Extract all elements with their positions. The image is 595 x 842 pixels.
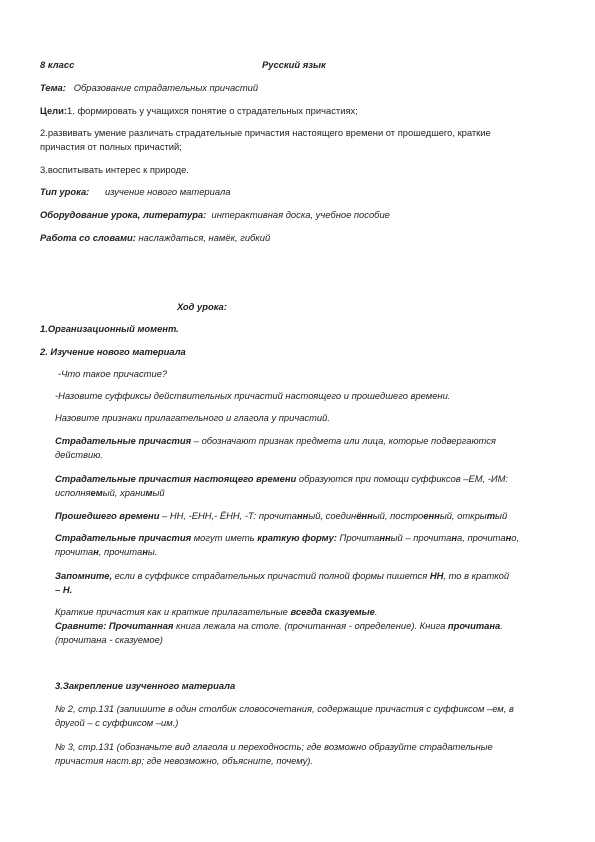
example-suffix: н xyxy=(93,546,99,557)
example-suffix: нн xyxy=(296,510,309,521)
definition-line1 xyxy=(55,435,496,448)
goals-label: Цели: xyxy=(40,105,68,116)
short-form-term: Страдательные причастия xyxy=(55,532,192,543)
goal-2-line1: 2.развивать умение различать страдательные причастия настоящего времени от прошедшего, краткие xyxy=(40,127,491,138)
example-suffix: ённ xyxy=(356,510,373,521)
short-form-line1 xyxy=(55,532,519,545)
compare-word: прочитана xyxy=(447,620,501,631)
stage-3-title: 3.Закрепление изученного материала xyxy=(55,680,236,691)
remember-text: если в суффиксе страдательных причастий полной формы пишется xyxy=(112,570,430,581)
lesson-type-label: Тип урока: xyxy=(40,186,90,197)
present-tense-text: образуются при помощи суффиксов –ЕМ, -ИМ: xyxy=(296,473,508,484)
example-part: ый, храни xyxy=(102,487,146,498)
question-2: -Назовите суффиксы действительных причастий настоящего и прошедшего времени. xyxy=(55,390,451,401)
equipment-value: интерактивная доска, учебное пособие xyxy=(211,209,390,220)
example-part: ый – прочита xyxy=(390,532,452,543)
short-form-line2 xyxy=(55,546,157,559)
example-part: ый, соедин xyxy=(308,510,357,521)
topic-label: Тема: xyxy=(40,82,66,93)
predicate-emphasis: всегда сказуемые xyxy=(290,606,375,617)
exercise-1-line2: другой – с суффиксом –им.) xyxy=(55,717,179,728)
equipment-label: Оборудование урока, литература: xyxy=(40,209,207,220)
exercise-1-line1: № 2, стр.131 (запишите в один столбик словосочетания, содержащие причастия с суффиксом –ем, в xyxy=(55,703,514,714)
example-part: ый xyxy=(152,487,165,498)
lesson-type-value: изучение нового материала xyxy=(104,186,231,197)
exercise-2-line1: № 3, стр.131 (обозначьте вид глагола и переходность; где возможно образуйте страдательные xyxy=(55,741,493,752)
example-part: Прочита xyxy=(336,532,380,543)
lesson-flow-title: Ход урока: xyxy=(177,301,227,312)
example-suffix: енн xyxy=(423,510,440,521)
remember-suffix: НН xyxy=(429,570,444,581)
example-suffix: ем xyxy=(90,487,103,498)
example-part: ый, откры xyxy=(439,510,487,521)
compare-line xyxy=(55,620,503,633)
vocabulary-line xyxy=(40,232,270,245)
grade-label: 8 класс xyxy=(40,59,75,70)
equipment-line xyxy=(40,209,390,222)
predicate-text: Краткие причастия как и краткие прилагательные xyxy=(55,606,291,617)
definition-line2: действию. xyxy=(55,449,103,460)
present-tense-term: Страдательные причастия настоящего времени xyxy=(55,473,297,484)
predicate-line xyxy=(55,606,377,619)
past-tense-term: Прошедшего времени xyxy=(55,510,160,521)
example-part: а, прочита xyxy=(457,532,506,543)
goal-1: 1. формировать у учащихся понятие о страдательных причастиях; xyxy=(67,105,358,116)
short-form-text: могут иметь xyxy=(191,532,258,543)
example-suffix: н xyxy=(505,532,512,543)
compare-text: . xyxy=(500,620,503,631)
example-suffix: м xyxy=(145,487,153,498)
example-part: ы. xyxy=(147,546,158,557)
example-suffix: н xyxy=(451,532,458,543)
goals-line xyxy=(40,105,358,118)
example-part: ый xyxy=(495,510,508,521)
example-part: , прочита xyxy=(98,546,143,557)
question-3: Назовите признаки прилагательного и глагола у причастий. xyxy=(55,412,330,423)
example-part: ый, постро xyxy=(372,510,424,521)
compare-label: Сравните: xyxy=(55,620,107,631)
remember-line1 xyxy=(55,570,509,583)
goal-3: 3.воспитывать интерес к природе. xyxy=(40,164,189,175)
example-part: прочита xyxy=(55,546,94,557)
question-1: -Что такое причастие? xyxy=(58,368,168,379)
compare-word: Прочитанная xyxy=(108,620,174,631)
example-part: исполня xyxy=(55,487,91,498)
stage-1-title: 1.Организационный момент. xyxy=(40,323,179,334)
past-tense-text: – НН, -ЕНН,- ЁНН, -Т: прочита xyxy=(159,510,297,521)
compare-text: книга лежала на столе. (прочитанная - определение). Книга xyxy=(173,620,448,631)
example-part: о, xyxy=(511,532,520,543)
lesson-type-line xyxy=(40,186,230,199)
subject-label: Русский язык xyxy=(262,59,326,70)
example-suffix: н xyxy=(142,546,148,557)
remember-text: , то в краткой xyxy=(443,570,510,581)
remember-term: Запомните, xyxy=(55,570,113,581)
compare-line2: (прочитана - сказуемое) xyxy=(55,634,163,645)
example-suffix: нн xyxy=(379,532,391,543)
present-tense-line1 xyxy=(55,473,508,486)
topic-value: Образование страдательных причастий xyxy=(73,82,259,93)
definition-term: Страдательные причастия xyxy=(55,435,192,446)
vocabulary-label: Работа со словами: xyxy=(40,232,136,243)
definition-text: – обозначают признак предмета или лица, которые подвергаются xyxy=(191,435,496,446)
predicate-text: . xyxy=(374,606,378,617)
exercise-2-line2: причастия наст.вр; где невозможно, объясните, почему). xyxy=(55,755,314,766)
goal-2-line2: причастия от полных причастий; xyxy=(40,141,182,152)
present-tense-examples xyxy=(55,487,165,500)
stage-2-title: 2. Изучение нового материала xyxy=(40,346,186,357)
past-tense-line xyxy=(55,510,507,523)
vocabulary-value: наслаждаться, намёк, гибкий xyxy=(138,232,271,243)
topic-line xyxy=(40,82,258,95)
remember-line2: – Н. xyxy=(55,584,73,595)
short-form-label: краткую форму: xyxy=(257,532,337,543)
example-suffix: т xyxy=(486,510,496,521)
